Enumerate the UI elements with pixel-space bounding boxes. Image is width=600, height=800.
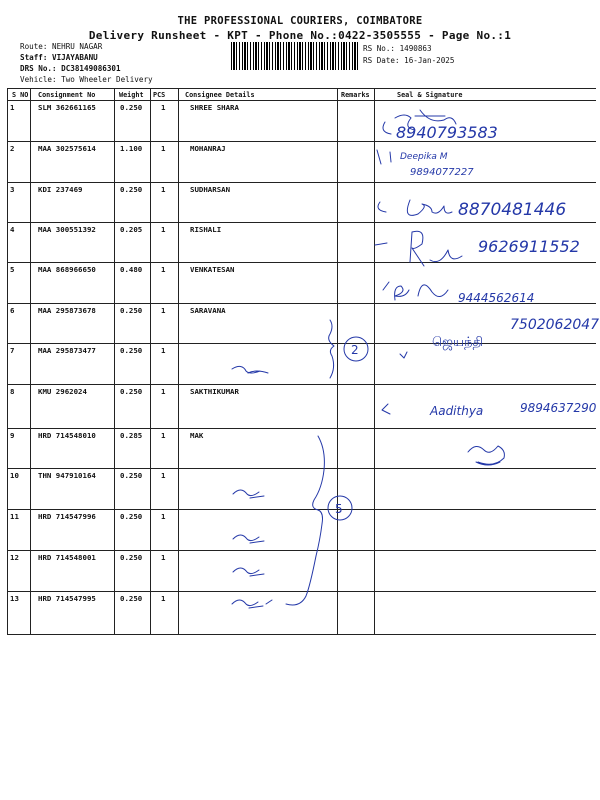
col-header-sno: S NO — [12, 91, 29, 99]
cell-weight: 0.250 — [120, 103, 143, 112]
cell-consignment-no: MAA 300551392 — [38, 225, 96, 234]
cell-weight: 0.480 — [120, 265, 143, 274]
cell-sno: 7 — [10, 346, 15, 355]
col-header-seal: Seal & Signature — [397, 91, 463, 99]
col-header-consignment: Consignment No — [38, 91, 96, 99]
phone-row-8: 9894637290 — [520, 401, 597, 415]
col-header-weight: Weight — [119, 91, 144, 99]
cell-weight: 0.250 — [120, 512, 143, 521]
cell-weight: 0.250 — [120, 471, 143, 480]
cell-pcs: 1 — [161, 512, 166, 521]
cell-consignment-no: HRD 714547996 — [38, 512, 96, 521]
cell-pcs: 1 — [161, 306, 166, 315]
signature-row-3 — [378, 200, 452, 215]
rs-date: RS Date: 16-Jan-2025 — [363, 56, 455, 65]
cell-sno: 12 — [10, 553, 19, 562]
cell-consignment-no: HRD 714547995 — [38, 594, 96, 603]
cell-sno: 4 — [10, 225, 15, 234]
cell-pcs: 1 — [161, 594, 166, 603]
cell-weight: 0.250 — [120, 553, 143, 562]
cell-consignee: MOHANRAJ — [190, 144, 226, 153]
cell-sno: 9 — [10, 431, 15, 440]
cell-consignee: SARAVANA — [190, 306, 226, 315]
signature-row-4 — [375, 231, 462, 266]
cell-sno: 2 — [10, 144, 15, 153]
cell-pcs: 1 — [161, 144, 166, 153]
cell-sno: 5 — [10, 265, 15, 274]
count-mark-rows-9-13: 5 — [335, 502, 343, 516]
tick-row-7 — [400, 352, 407, 358]
cell-consignee: SAKTHIKUMAR — [190, 387, 239, 396]
cell-pcs: 1 — [161, 471, 166, 480]
phone-row-5: 9444562614 — [458, 291, 535, 305]
count-mark-rows-6-7: 2 — [351, 343, 359, 357]
cell-consignee: VENKATESAN — [190, 265, 235, 274]
cell-consignment-no: KDI 237469 — [38, 185, 83, 194]
cell-consignment-no: MAA 295873678 — [38, 306, 96, 315]
cell-pcs: 1 — [161, 185, 166, 194]
cell-consignment-no: KMU 2962024 — [38, 387, 87, 396]
initial-row-7 — [232, 366, 268, 373]
cell-pcs: 1 — [161, 265, 166, 274]
cell-consignment-no: HRD 714548001 — [38, 553, 96, 562]
col-header-remarks: Remarks — [341, 91, 370, 99]
cell-consignment-no: MAA 295873477 — [38, 346, 96, 355]
cell-pcs: 1 — [161, 225, 166, 234]
cell-weight: 1.100 — [120, 144, 143, 153]
brace-rows-6-7 — [329, 320, 334, 378]
cell-consignment-no: MAA 302575614 — [38, 144, 96, 153]
cell-sno: 13 — [10, 594, 19, 603]
cell-sno: 1 — [10, 103, 15, 112]
staff-label: Staff: VIJAYABANU — [20, 53, 98, 62]
signature-row-5 — [383, 282, 448, 300]
cell-weight: 0.250 — [120, 306, 143, 315]
phone-row-2: 9894077227 — [410, 167, 474, 178]
cell-consignment-no: HRD 714548010 — [38, 431, 96, 440]
cell-weight: 0.285 — [120, 431, 143, 440]
cell-consignment-no: THN 947910164 — [38, 471, 96, 480]
cell-sno: 11 — [10, 512, 19, 521]
initial-row-11 — [233, 535, 264, 543]
drs-number: DRS No.: DC38149086301 — [20, 64, 121, 73]
tick-row-2 — [377, 150, 391, 164]
cell-sno: 3 — [10, 185, 15, 194]
cell-pcs: 1 — [161, 553, 166, 562]
tick-row-8 — [382, 404, 390, 414]
cell-weight: 0.250 — [120, 346, 143, 355]
cell-consignment-no: MAA 868966650 — [38, 265, 96, 274]
cell-sno: 10 — [10, 471, 19, 480]
cell-pcs: 1 — [161, 103, 166, 112]
phone-row-3: 8870481446 — [458, 200, 567, 220]
signature-row-9 — [468, 446, 504, 465]
brace-rows-9-13 — [286, 436, 324, 605]
cell-weight: 0.250 — [120, 387, 143, 396]
runsheet-subtitle: Delivery Runsheet - KPT - Phone No.:0422-3505555 - Page No.:1 — [88, 29, 512, 42]
cell-consignee: SUDHARSAN — [190, 185, 231, 194]
phone-row-1: 8940793583 — [396, 123, 498, 142]
initial-row-13 — [232, 600, 272, 608]
vehicle-label: Vehicle: Two Wheeler Delivery — [20, 75, 153, 84]
cell-weight: 0.250 — [120, 185, 143, 194]
cell-pcs: 1 — [161, 431, 166, 440]
route-label: Route: NEHRU NAGAR — [20, 42, 103, 51]
phone-row-4: 9626911552 — [478, 237, 580, 256]
cell-pcs: 1 — [161, 346, 166, 355]
col-header-pcs: PCS — [153, 91, 166, 99]
cell-consignee: SHREE SHARA — [190, 103, 239, 112]
cell-sno: 6 — [10, 306, 15, 315]
cell-weight: 0.205 — [120, 225, 143, 234]
signature-row-8: Aadithya — [430, 404, 484, 418]
company-title: THE PROFESSIONAL COURIERS, COIMBATORE — [177, 15, 423, 27]
cell-sno: 8 — [10, 387, 15, 396]
phone-row-6: 7502062047 — [510, 317, 600, 333]
signature-row-6: ஜெயந்தி — [432, 335, 484, 350]
cell-consignee: RISHALI — [190, 225, 222, 234]
initial-row-10 — [233, 490, 264, 498]
col-header-consignee: Consignee Details — [185, 91, 255, 99]
rs-number: RS No.: 1490863 — [363, 44, 432, 53]
initial-row-12 — [233, 568, 264, 576]
cell-weight: 0.250 — [120, 594, 143, 603]
cell-consignment-no: SLM 362661165 — [38, 103, 96, 112]
cell-consignee: MAK — [190, 431, 204, 440]
signature-row-2: Deepika M — [400, 152, 448, 162]
cell-pcs: 1 — [161, 387, 166, 396]
